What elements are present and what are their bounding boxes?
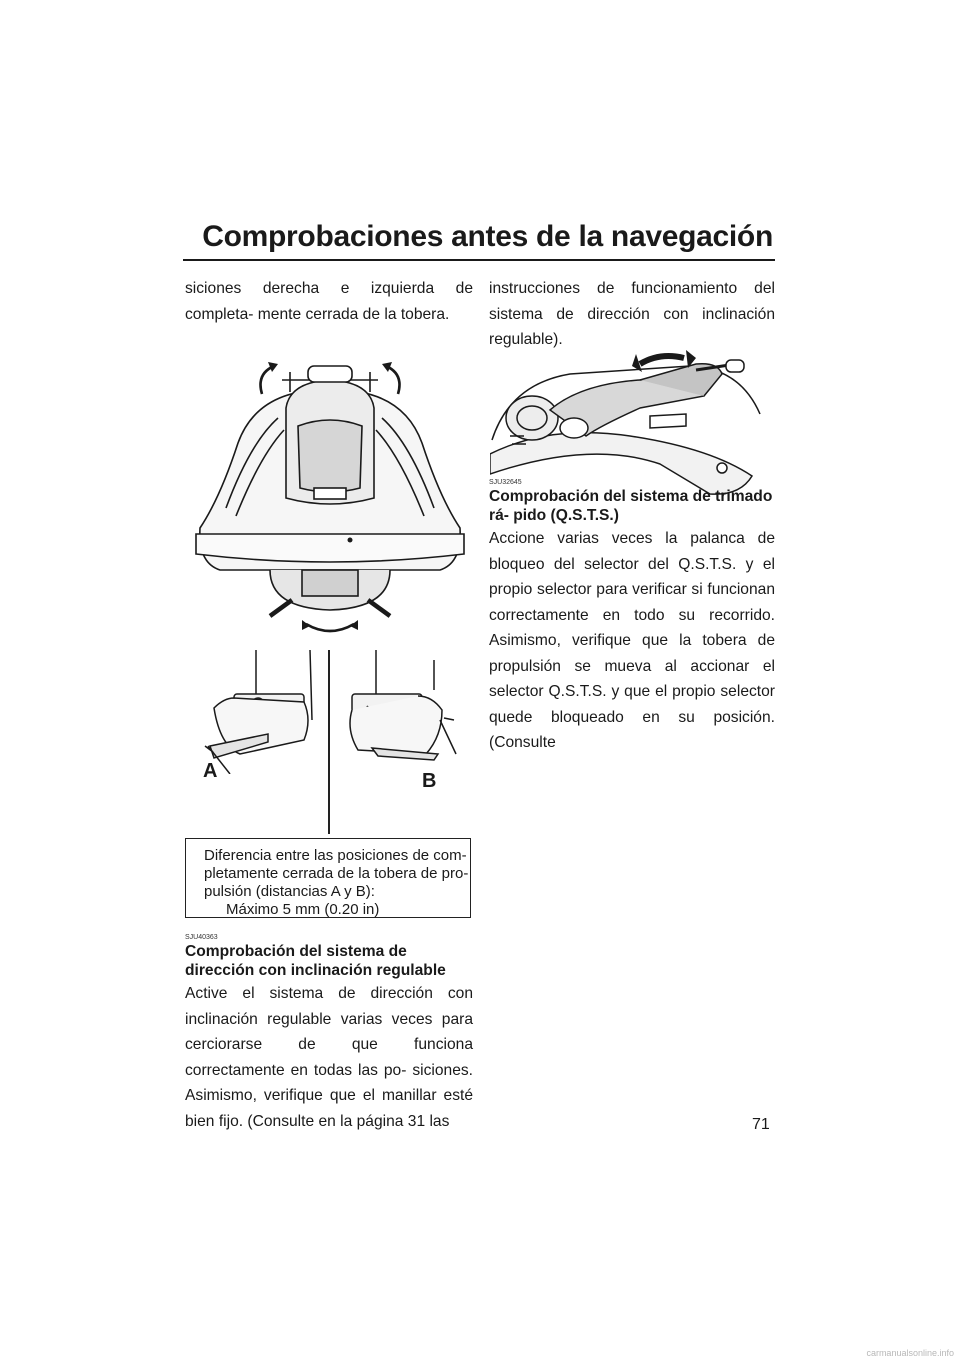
section-title: Comprobación del sistema de dirección con inclinación regulable	[185, 943, 446, 979]
header-rule	[183, 259, 775, 261]
section-code: SJU40363	[185, 934, 218, 941]
spec-line-4: Máximo 5 mm (0.20 in)	[226, 901, 380, 918]
spec-line-2: pletamente cerrada de la tobera de pro-	[204, 865, 469, 882]
watercraft-rear-illustration	[190, 348, 470, 638]
label-a: A	[203, 760, 218, 782]
section-steering	[185, 932, 473, 1134]
left-intro	[185, 276, 473, 327]
spec-box	[185, 838, 471, 918]
section-qsts	[489, 477, 775, 756]
left-intro-text: siciones derecha e izquierda de completa- mente cerrada de la tobera.	[185, 280, 473, 323]
section-code: SJU32645	[489, 479, 522, 486]
footer-watermark: carmanualsonline.info	[866, 1348, 954, 1358]
spec-line-1: Diferencia entre las posiciones de com-	[204, 847, 467, 864]
figure-divider	[328, 650, 330, 834]
right-intro	[489, 276, 775, 353]
section-body: Active el sistema de dirección con inclinación regulable varias veces para cerciorarse de que funciona correctamente en todas las po- siciones. Asimismo, verifique que el manillar esté bien fijo. (Consulte en la página 31 las	[185, 985, 473, 1130]
nozzle-right-illustration	[338, 650, 462, 774]
section-title: Comprobación del sistema de trimado rá- pido (Q.S.T.S.)	[489, 488, 773, 524]
nozzle-left-illustration	[200, 650, 324, 774]
page-number: 71	[752, 1116, 770, 1133]
spec-line-3: pulsión (distancias A y B):	[204, 883, 375, 900]
page-title: Comprobaciones antes de la navegación	[202, 220, 773, 253]
label-b: B	[422, 770, 437, 792]
section-body: Accione varias veces la palanca de bloqueo del selector del Q.S.T.S. y el propio selector para verificar si funcionan correctamente en todo su recorrido. Asimismo, verifique que la tobera de propulsión se mueva al accionar el selector Q.S.T.S. y que el propio selector quede bloqueado en su posición. (Consulte	[489, 530, 775, 751]
right-intro-text: instrucciones de funcionamiento del sistema de dirección con inclinación regulable).	[489, 280, 775, 348]
